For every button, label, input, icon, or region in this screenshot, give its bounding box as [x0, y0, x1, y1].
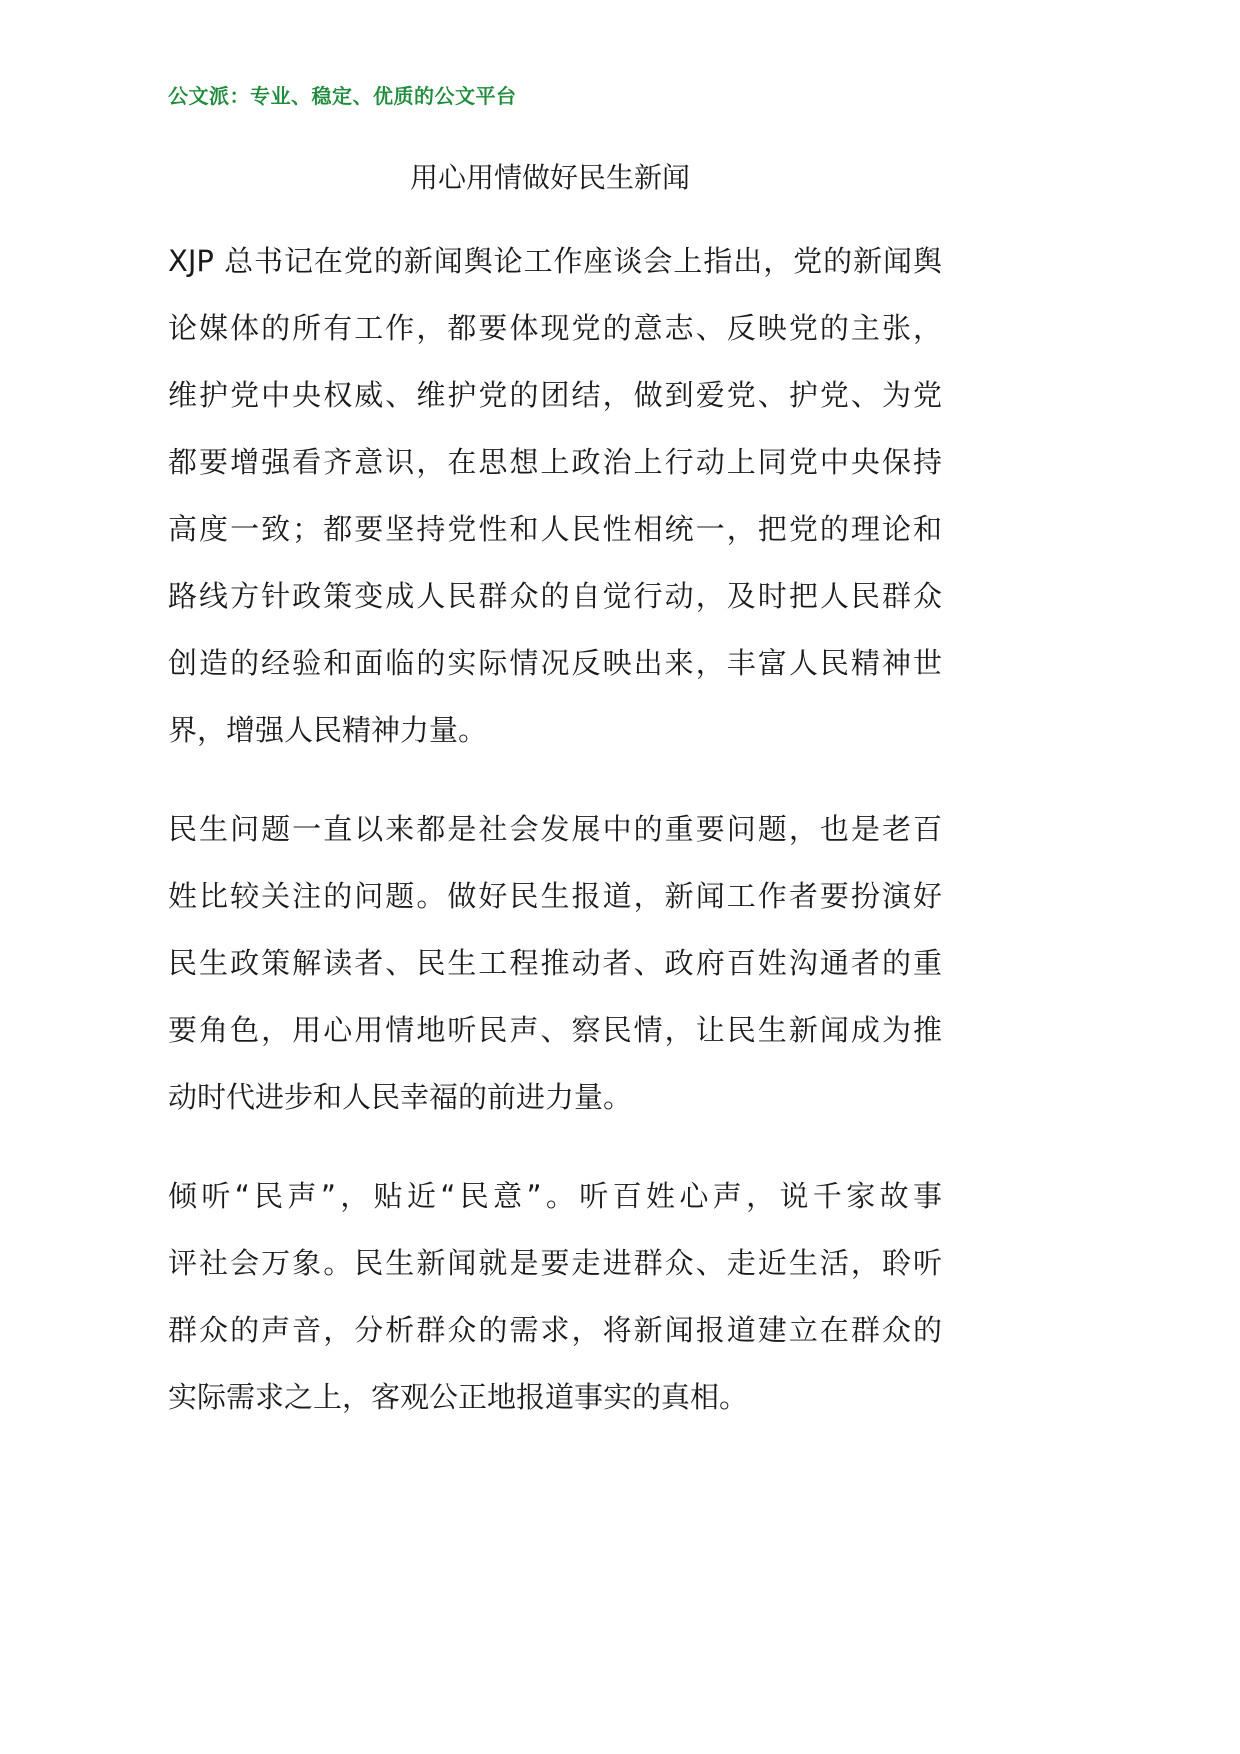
- text-line: 路线方针政策变成人民群众的自觉行动，及时把人民群众: [168, 579, 942, 613]
- header-banner: 公文派：专业、稳定、优质的公文平台: [168, 84, 517, 108]
- text-line: 民生政策解读者、民生工程推动者、政府百姓沟通者的重: [168, 946, 942, 980]
- text-line: 创造的经验和面临的实际情况反映出来，丰富人民精神世: [168, 646, 942, 680]
- text-line: 维护党中央权威、维护党的团结，做到爱党、护党、为党: [168, 378, 942, 412]
- text-line: 动时代进步和人民幸福的前进力量。: [168, 1080, 633, 1114]
- text-line: 群众的声音，分析群众的需求，将新闻报道建立在群众的: [168, 1313, 942, 1347]
- paragraph: [168, 796, 942, 1131]
- document-body: [168, 228, 942, 1463]
- text-line: 倾听“民声”，贴近“民意”。听百姓心声，说千家故事: [168, 1179, 942, 1213]
- document-title: 用心用情做好民生新闻: [409, 161, 690, 194]
- paragraph: [168, 228, 942, 764]
- text-line: 论媒体的所有工作，都要体现党的意志、反映党的主张，: [168, 311, 942, 345]
- text-line: 要角色，用心用情地听民声、察民情，让民生新闻成为推: [168, 1013, 942, 1047]
- text-line: 实际需求之上，客观公正地报道事实的真相。: [168, 1380, 749, 1414]
- text-line: 评社会万象。民生新闻就是要走进群众、走近生活，聆听: [168, 1246, 942, 1280]
- text-line: 民生问题一直以来都是社会发展中的重要问题，也是老百: [168, 812, 942, 846]
- text-line: XJP 总书记在党的新闻舆论工作座谈会上指出，党的新闻舆: [168, 244, 942, 278]
- text-line: 姓比较关注的问题。做好民生报道，新闻工作者要扮演好: [168, 879, 942, 913]
- paragraph: [168, 1163, 942, 1431]
- text-line: 界，增强人民精神力量。: [168, 713, 488, 747]
- text-line: 高度一致；都要坚持党性和人民性相统一，把党的理论和: [168, 512, 942, 546]
- text-line: 都要增强看齐意识，在思想上政治上行动上同党中央保持: [168, 445, 942, 479]
